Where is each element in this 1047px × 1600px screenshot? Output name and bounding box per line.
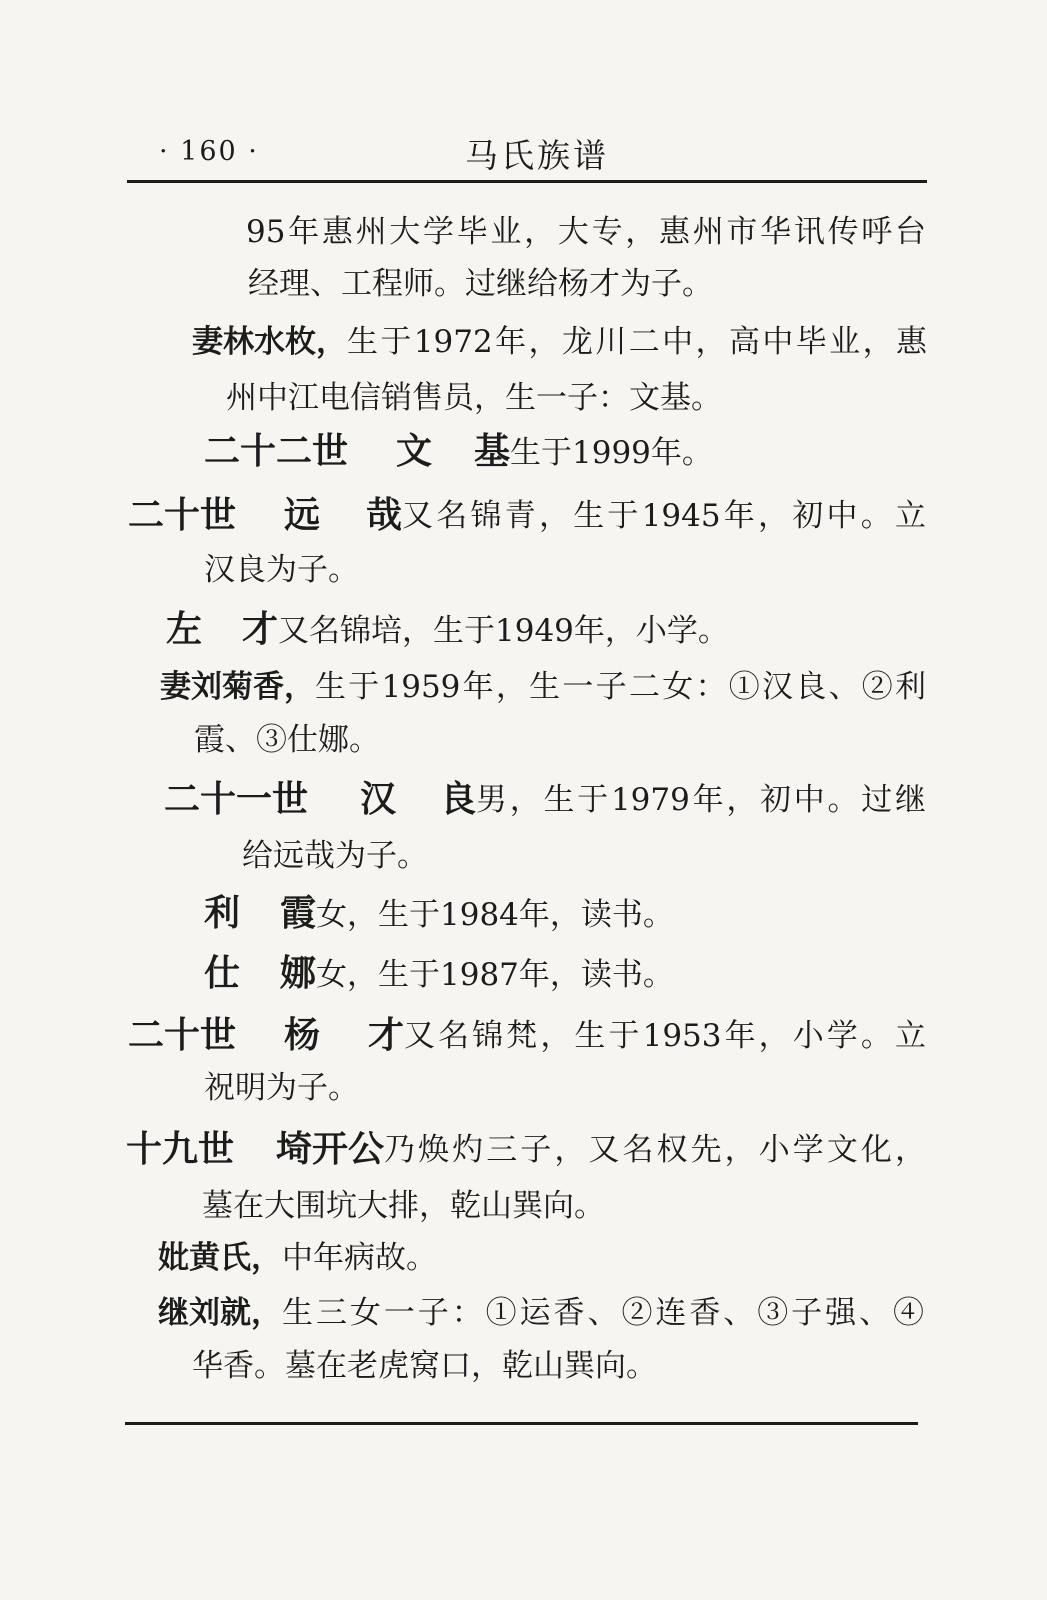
spouse-entry: 妣黄氏，中年病故。 bbox=[158, 1240, 437, 1276]
given-name-1: 远 bbox=[284, 495, 321, 536]
footer-rule bbox=[125, 1422, 918, 1425]
book-title: 马氏族谱 bbox=[465, 136, 609, 175]
text-line: 州中江电信销售员，生一子：文基。 bbox=[226, 380, 722, 416]
text-line: 霞、③仕娜。 bbox=[194, 722, 380, 758]
text-line: 华香。墓在老虎窝口，乾山巽向。 bbox=[192, 1348, 657, 1384]
given-name-2: 基 bbox=[474, 431, 511, 472]
generation-label: 二十一世 bbox=[164, 779, 309, 820]
given-name-1: 汉 bbox=[360, 779, 397, 820]
text-line: 祝明为子。 bbox=[204, 1070, 359, 1106]
generation-label: 二十世 bbox=[128, 1015, 237, 1056]
entry-text: 又名锦青，生于1945年，初中。立 bbox=[402, 498, 926, 534]
spouse-name: 继刘就， bbox=[158, 1295, 282, 1331]
given-name-2: 娜 bbox=[280, 953, 317, 994]
text-line: 汉良为子。 bbox=[204, 552, 359, 588]
genealogy-entry bbox=[126, 1130, 926, 1170]
genealogy-entry bbox=[128, 1016, 926, 1056]
genealogy-entry bbox=[204, 954, 674, 995]
genealogy-entry bbox=[164, 780, 926, 820]
text-line: 95年惠州大学毕业，大专，惠州市华讯传呼台 bbox=[246, 214, 926, 250]
given-name-1: 杨 bbox=[284, 1015, 321, 1056]
given-name-2: 霞 bbox=[280, 893, 317, 934]
given-name-2: 才 bbox=[242, 609, 279, 650]
spouse-entry: 妻林水枚， 生于1972年，龙川二中，高中毕业，惠 bbox=[192, 324, 927, 360]
given-name-2: 良 bbox=[440, 779, 477, 820]
header-rule bbox=[127, 180, 927, 183]
given-name-1: 埼开公 bbox=[276, 1129, 385, 1170]
generation-label: 二十世 bbox=[128, 495, 237, 536]
entry-text: 女，生于1987年，读书。 bbox=[316, 957, 674, 993]
entry-text: 男，生于1979年，初中。过继 bbox=[476, 782, 926, 818]
entry-text: 乃焕灼三子，又名权先，小学文化， bbox=[384, 1132, 926, 1168]
entry-text: 女，生于1984年，读书。 bbox=[316, 897, 674, 933]
entry-text: 生于1999年。 bbox=[510, 435, 713, 471]
given-name-1: 利 bbox=[204, 893, 241, 934]
text-line: 经理、工程师。过继给杨才为子。 bbox=[248, 266, 713, 302]
spouse-name: 妻刘菊香， bbox=[160, 669, 315, 705]
entry-text: 又名锦培，生于1949年，小学。 bbox=[278, 613, 729, 649]
genealogy-entry bbox=[166, 610, 729, 651]
spouse-name: 妻林水枚， bbox=[192, 324, 347, 360]
spouse-entry: 妻刘菊香， 生于1959年，生一子二女：①汉良、②利 bbox=[160, 669, 926, 705]
genealogy-entry bbox=[128, 496, 926, 536]
given-name-1: 仕 bbox=[204, 953, 241, 994]
text-line: 给远哉为子。 bbox=[242, 838, 428, 874]
generation-label: 十九世 bbox=[126, 1129, 235, 1170]
given-name-2: 哉 bbox=[366, 495, 403, 536]
given-name-1: 文 bbox=[396, 431, 433, 472]
given-name-2: 才 bbox=[368, 1015, 405, 1056]
page-number: · 160 · bbox=[159, 136, 259, 167]
spouse-name: 妣黄氏， bbox=[158, 1240, 282, 1276]
given-name-1: 左 bbox=[166, 609, 203, 650]
text-line: 墓在大围坑大排，乾山巽向。 bbox=[202, 1188, 605, 1224]
spouse-entry: 继刘就， 生三女一子：①运香、②连香、③子强、④ bbox=[158, 1295, 924, 1331]
generation-label: 二十二世 bbox=[204, 431, 349, 472]
entry-text: 又名锦梵，生于1953年，小学。立 bbox=[404, 1018, 926, 1054]
page-header bbox=[127, 128, 927, 176]
genealogy-entry bbox=[204, 432, 713, 473]
genealogy-entry bbox=[204, 894, 674, 935]
